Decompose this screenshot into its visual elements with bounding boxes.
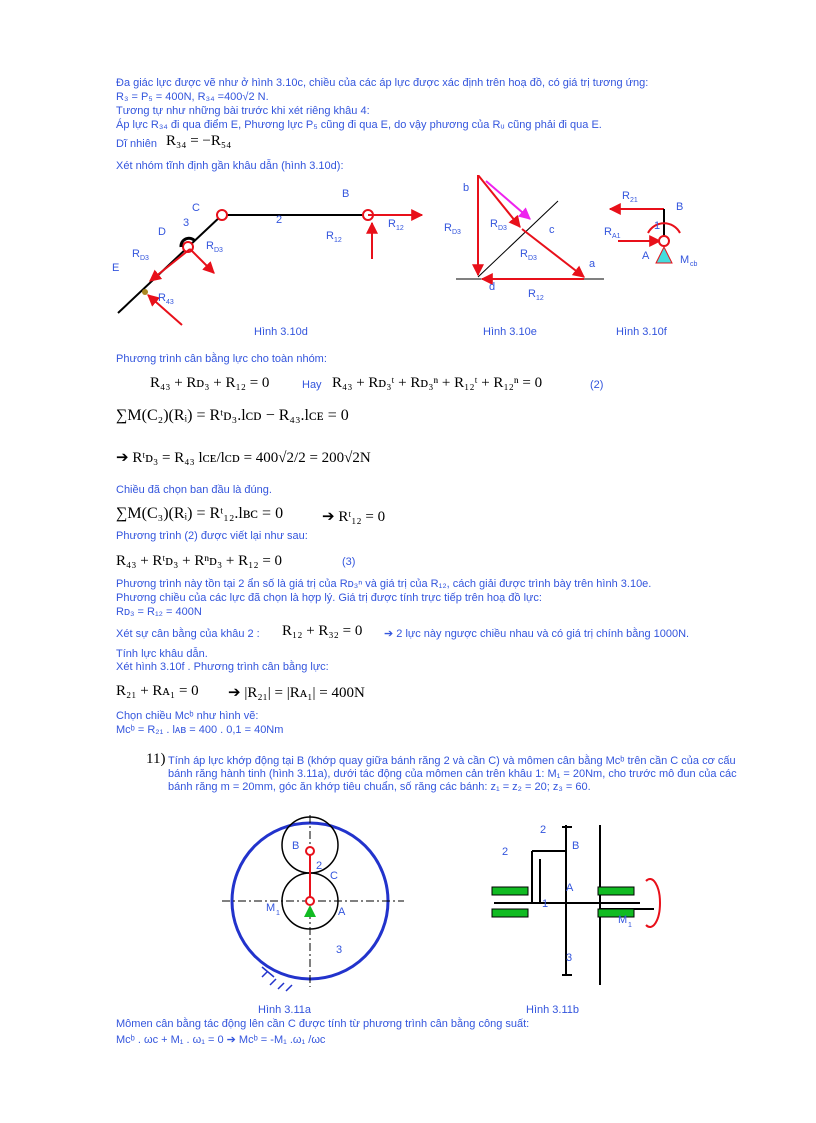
svg-text:B: B: [676, 201, 684, 213]
equation-r34: [166, 133, 231, 150]
svg-text:12: 12: [334, 237, 342, 244]
para-line-8: Chiều đã chọn ban đầu là đúng.: [116, 484, 272, 496]
svg-text:1: 1: [654, 220, 661, 232]
svg-text:21: 21: [630, 197, 638, 204]
figure-3-11: [0, 815, 816, 1005]
para-line-12: Rᴅ₃ = R₁₂ = 400N: [116, 606, 202, 618]
problem-11-text: Tính áp lực khớp động tại B (khớp quay giữa bánh răng 2 và cần C) và mômen cân bằng Mᴄᵇ trên cần C của cơ cấu bánh răng hành tinh (hình 3.11a), dưới tác động của mômen cản trên khâu 1: M₁ = 20Nm, cho trước mô đun của các bánh răng m = 20mm, góc ăn khớp tiêu chuẩn, số răng các bánh: z₁ = z₂ = 20; z₃ = 60.: [168, 755, 737, 793]
svg-text:3: 3: [183, 217, 190, 229]
problem-number: 11): [146, 751, 166, 767]
equation-number-2: (2): [590, 379, 604, 391]
svg-text:D3: D3: [498, 225, 507, 232]
figure-3-11a: [222, 815, 404, 991]
para-line-10: Phương trình này tồn tại 2 ẩn số là giá trị của Rᴅ₃ⁿ và giá trị của R₁₂, cách giải được trình bày trên hình 3.10e.: [116, 578, 652, 590]
para-line-9: Phương trình (2) được viết lại như sau:: [116, 530, 308, 542]
para-line-17: Mᴄᵇ = R₂₁ . lᴀʙ = 400 . 0,1 = 40Nm: [116, 724, 284, 736]
para-line-6: Xét nhóm tĩnh định gần khâu dẫn (hình 3.10d):: [116, 160, 344, 172]
svg-text:M: M: [618, 914, 628, 926]
figure-3-10: [0, 175, 816, 375]
hay-label: Hay: [302, 379, 322, 391]
svg-text:D3: D3: [452, 229, 461, 236]
svg-text:1: 1: [542, 898, 549, 910]
svg-text:c: c: [549, 224, 555, 236]
figure-3-10e: [444, 175, 604, 302]
equation-r21-value: ➔ |R₂₁| = |Rᴀ₁| = 400N: [228, 685, 365, 701]
svg-text:1: 1: [276, 910, 280, 917]
svg-text:M: M: [680, 254, 690, 266]
svg-text:D3: D3: [214, 247, 223, 254]
para-line-19: Mᴄᵇ . ωᴄ + M₁ . ω₁ = 0 ➔ Mᴄᵇ = -M₁ .ω₁ /ωᴄ: [116, 1034, 326, 1046]
equation-rd3-tau: ➔ Rᵗᴅ₃ = R₄₃ lᴄᴇ/lᴄᴅ = 400√2/2 = 200√2N: [116, 450, 371, 466]
equation-link1: R₂₁ + Rᴀ₁ = 0: [116, 683, 199, 699]
svg-text:R: R: [444, 222, 452, 234]
para-line-3: Tương tự như những bài trước khi xét riêng khâu 4:: [116, 105, 370, 117]
svg-text:A1: A1: [612, 233, 621, 240]
para-line-4: Áp lực R₃₄ đi qua điểm E, Phương lực P₅ cũng đi qua E, do vậy phương của Rᵤ cũng phải đi qua E.: [116, 119, 602, 131]
caption-3-10f: Hình 3.10f: [616, 326, 667, 338]
para-line-16: Chọn chiều Mᴄᵇ như hình vẽ:: [116, 710, 259, 722]
equation-2b: R₄₃ + Rᴅ₃ᵗ + Rᴅ₃ⁿ + R₁₂ᵗ + R₁₂ⁿ = 0: [332, 375, 543, 391]
svg-text:M: M: [266, 902, 276, 914]
equation-moment-c3: ∑M(C₃)(Rᵢ) = Rᵗ₁₂.lʙᴄ = 0: [116, 505, 284, 522]
svg-text:cb: cb: [690, 261, 698, 268]
svg-text:R: R: [528, 288, 536, 300]
svg-text:A: A: [566, 882, 574, 894]
svg-text:2: 2: [502, 846, 509, 858]
para-line-7: Phương trình cân bằng lực cho toàn nhóm:: [116, 353, 327, 365]
svg-text:A: A: [642, 250, 650, 262]
para-line-13: Xét sự cân bằng của khâu 2 :: [116, 628, 260, 640]
svg-text:3: 3: [566, 952, 573, 964]
svg-text:C: C: [330, 870, 338, 882]
svg-text:R: R: [158, 292, 166, 304]
svg-text:1: 1: [628, 922, 632, 929]
svg-text:2: 2: [276, 214, 283, 226]
svg-text:2: 2: [316, 860, 323, 872]
svg-text:R: R: [490, 218, 498, 230]
svg-text:D: D: [158, 226, 166, 238]
svg-text:3: 3: [336, 944, 343, 956]
svg-text:2: 2: [540, 824, 547, 836]
caption-3-10e: Hình 3.10e: [483, 326, 537, 338]
svg-text:B: B: [572, 840, 580, 852]
para-line-5: Dĩ nhiên: [116, 138, 157, 150]
svg-text:43: 43: [166, 299, 174, 306]
figure-3-11b: [492, 824, 660, 985]
svg-text:D3: D3: [528, 255, 537, 262]
equation-r34-text: R₃₄ = −R₅₄: [166, 133, 232, 149]
svg-text:b: b: [463, 182, 470, 194]
svg-text:E: E: [112, 262, 120, 274]
figure-3-10d: [112, 188, 422, 325]
svg-text:C: C: [192, 202, 200, 214]
caption-3-10d: Hình 3.10d: [254, 326, 308, 338]
svg-text:d: d: [489, 281, 496, 293]
svg-text:B: B: [292, 840, 300, 852]
svg-text:12: 12: [536, 295, 544, 302]
para-line-14: Tính lực khâu dẫn.: [116, 648, 208, 660]
svg-text:a: a: [589, 258, 596, 270]
svg-text:R: R: [604, 226, 612, 238]
svg-text:A: A: [338, 906, 346, 918]
caption-3-11b: Hình 3.11b: [526, 1004, 580, 1016]
para-line-1: Đa giác lực được vẽ như ở hình 3.10c, chiều của các áp lực được xác định trên hoạ đồ, có giá trị tương ứng:: [116, 77, 649, 89]
equation-moment-c2: ∑M(C₂)(Rᵢ) = Rᵗᴅ₃.lᴄᴅ − R₄₃.lᴄᴇ = 0: [116, 407, 349, 424]
equation-2a: R₄₃ + Rᴅ₃ + R₁₂ = 0: [150, 375, 270, 391]
caption-3-11a: Hình 3.11a: [258, 1004, 312, 1016]
figure-3-10f: [604, 190, 698, 268]
para-line-13b: ➔ 2 lực này ngược chiều nhau và có giá trị chính bằng 1000N.: [384, 628, 690, 640]
svg-text:B: B: [342, 188, 350, 200]
svg-text:D3: D3: [140, 255, 149, 262]
svg-text:12: 12: [396, 225, 404, 232]
equation-link2: R₁₂ + R₃₂ = 0: [282, 623, 363, 639]
svg-text:R: R: [132, 248, 140, 260]
para-line-15: Xét hình 3.10f . Phương trình cân bằng lực:: [116, 661, 329, 673]
svg-text:R: R: [520, 248, 528, 260]
svg-text:R: R: [622, 190, 630, 202]
equation-3: R₄₃ + Rᵗᴅ₃ + Rⁿᴅ₃ + R₁₂ = 0: [116, 553, 283, 569]
equation-number-3: (3): [342, 556, 356, 568]
svg-text:R: R: [206, 240, 214, 252]
svg-text:R: R: [388, 218, 396, 230]
para-line-11: Phương chiều của các lực đã chọn là hợp lý. Giá trị được tính trực tiếp trên hoạ đồ lực:: [116, 592, 542, 604]
equation-r12-tau: ➔ Rᵗ₁₂ = 0: [322, 509, 386, 525]
para-line-2: R₃ = P₅ = 400N, R₃₄ =400√2 N.: [116, 91, 269, 103]
svg-text:R: R: [326, 230, 334, 242]
para-line-18: Mômen cân bằng tác động lên cần C được tính từ phương trình cân bằng công suất:: [116, 1018, 530, 1030]
